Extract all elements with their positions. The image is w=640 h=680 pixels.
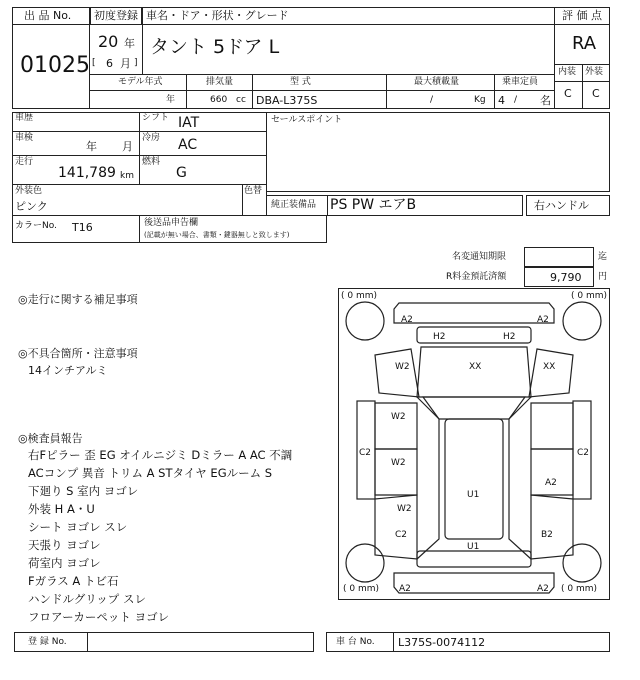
- displacement-unit: cc: [236, 95, 246, 105]
- inspector-line-1: 右Fピラー 歪 EG オイルニジミ Dミラー A AC 不調: [28, 448, 293, 462]
- inspector-line-5: シート ヨゴレ スレ: [28, 520, 128, 534]
- tire-front-left: [346, 302, 384, 340]
- type-label: 型 式: [290, 77, 311, 87]
- inspector-line-4: 外装 H A・U: [28, 502, 95, 516]
- displacement-label: 排気量: [206, 77, 234, 87]
- mark-c2-l: C2: [359, 448, 372, 458]
- month-bracket-close: ]: [134, 58, 138, 68]
- inspector-line-7: 荷室内 ヨゴレ: [28, 556, 101, 570]
- recycle-label: R料金預託済額: [446, 272, 507, 282]
- mileage-label: 走行: [15, 157, 34, 167]
- car-name: タント 5ドア L: [150, 36, 280, 58]
- header-divider-v1: [142, 7, 143, 74]
- mark-u1-rear: U1: [467, 542, 480, 552]
- right-rear-door-panel: [531, 449, 573, 495]
- first-reg-label: 初度登録: [94, 9, 138, 22]
- right-front-door-panel: [531, 403, 573, 449]
- interior-label: 内装: [558, 67, 577, 77]
- spec-divider-top: [90, 74, 554, 75]
- capacity-label: 乗車定員: [502, 77, 539, 87]
- inspection-year: 年: [86, 140, 97, 153]
- score-divider-v: [582, 64, 583, 109]
- chassis-label: 車 台 No.: [336, 637, 375, 647]
- defects-line-1: 14インチアルミ: [28, 364, 108, 377]
- equipment-value: PS PW エアB: [330, 197, 417, 213]
- capacity-unit: 名: [540, 94, 551, 107]
- inspector-line-8: Fガラス A トビ石: [28, 574, 119, 588]
- score-value: RA: [572, 33, 597, 54]
- front-bumper: [394, 303, 554, 323]
- model-year-unit: 年: [166, 95, 176, 105]
- fuel-label: 燃料: [142, 157, 161, 167]
- inspector-line-10: フロアーカーペット ヨゴレ: [28, 610, 170, 624]
- color-no-label: カラーNo.: [15, 221, 57, 231]
- car-label: 車名・ドア・形状・グレード: [146, 9, 289, 22]
- interior-score: C: [564, 87, 572, 100]
- right-body-line: [509, 397, 531, 559]
- mark-w2-fl: W2: [395, 362, 410, 372]
- registration-value-cell: [87, 632, 314, 652]
- chassis-number: L375S-0074112: [398, 636, 486, 649]
- recycle-unit: 円: [598, 272, 608, 282]
- recycle-value: 9,790: [550, 271, 582, 284]
- registration-label: 登 録 No.: [28, 637, 67, 647]
- left-body-line: [417, 397, 439, 559]
- mark-w2-l1: W2: [391, 412, 406, 422]
- exterior-label: 外装: [585, 67, 604, 77]
- mark-u1-roof: U1: [467, 490, 480, 500]
- inspection-month: 月: [122, 140, 133, 153]
- mileage-unit: km: [120, 171, 134, 181]
- score-divider: [554, 7, 555, 109]
- tire-bottom-right-depth: ( 0 mm): [561, 584, 598, 594]
- sales-point-label: セールスポイント: [271, 115, 343, 125]
- mark-w2-l2: W2: [391, 458, 406, 468]
- tire-top-left-depth: ( 0 mm): [341, 291, 378, 301]
- repaint-label: 色替: [244, 186, 263, 196]
- windshield: [423, 397, 525, 419]
- name-change-box: [524, 247, 594, 267]
- color-label: 外装色: [15, 186, 43, 196]
- mark-c2-r: C2: [577, 448, 590, 458]
- car-diagram-frame: [338, 288, 610, 600]
- max-load-unit: Kg: [474, 95, 486, 105]
- equipment-label: 純正装備品: [271, 200, 317, 210]
- aftermarket-note: (記載が無い場合、書類・鍵器無しと致します): [144, 231, 290, 239]
- mileage-value: 141,789: [58, 165, 116, 181]
- mark-b2-rr: B2: [541, 530, 553, 540]
- steering-value: 右ハンドル: [534, 199, 589, 212]
- model-type: DBA-L375S: [256, 94, 318, 107]
- month-value: 6: [106, 57, 113, 70]
- history-label: 車歴: [15, 113, 34, 123]
- ac-label: 冷房: [142, 133, 161, 143]
- mark-w2-rl: W2: [397, 504, 412, 514]
- mark-a2-br: A2: [537, 584, 549, 594]
- capacity-value: 4: [498, 94, 505, 107]
- color-no-value: T16: [72, 221, 93, 234]
- year-unit: 年: [124, 37, 135, 50]
- mark-xx-fr: XX: [543, 362, 556, 372]
- rear-right-quarter: [531, 495, 573, 559]
- month-bracket-open: [: [92, 58, 96, 68]
- mark-a2-fl: A2: [401, 315, 413, 325]
- left-front-door-panel: [375, 403, 417, 449]
- inspector-line-9: ハンドルグリップ スレ: [28, 592, 146, 606]
- lot-no-label: 出 品 No.: [24, 9, 72, 22]
- name-change-label: 名変通知期限: [452, 252, 507, 262]
- tire-bottom-left-depth: ( 0 mm): [343, 584, 380, 594]
- fuel-value: G: [176, 165, 187, 181]
- tire-front-right: [563, 302, 601, 340]
- spec-v1: [186, 74, 187, 109]
- score-label: 評 価 点: [562, 9, 602, 22]
- mark-h2-r: H2: [503, 332, 516, 342]
- left-rear-door-panel: [375, 449, 417, 495]
- rear-bumper: [394, 573, 554, 593]
- inspector-label: ◎検査員報告: [18, 432, 83, 445]
- exterior-score: C: [592, 87, 600, 100]
- shift-value: IAT: [178, 115, 200, 131]
- front-right-fender: [529, 349, 573, 397]
- mark-a2-r: A2: [545, 478, 557, 488]
- score-divider-h: [554, 24, 610, 25]
- inspector-line-6: 天張り ヨゴレ: [28, 538, 101, 552]
- max-load-label: 最大積載量: [414, 77, 460, 87]
- driving-remarks-label: ◎走行に関する補足事項: [18, 293, 138, 306]
- inspection-label: 車検: [15, 133, 34, 143]
- month-unit: 月: [120, 57, 131, 70]
- car-diagram-svg: [339, 289, 609, 599]
- tire-rear-right: [563, 544, 601, 582]
- defects-label: ◎不具合箇所・注意事項: [18, 347, 138, 360]
- inspector-line-3: 下廻り S 室内 ヨゴレ: [28, 484, 139, 498]
- lot-number: 01025: [20, 53, 90, 78]
- inspector-line-2: ACコンプ 異音 トリム A STタイヤ EGルーム S: [28, 466, 273, 480]
- name-change-unit: 迄: [598, 252, 608, 262]
- mark-c2-rl: C2: [395, 530, 408, 540]
- spec-v2: [252, 74, 253, 109]
- capacity-slash: /: [514, 95, 518, 105]
- spec-v4: [494, 74, 495, 109]
- mark-xx-hood: XX: [469, 362, 482, 372]
- max-load-slash: /: [430, 95, 434, 105]
- mark-h2-l: H2: [433, 332, 446, 342]
- aftermarket-label: 後送品申告欄: [144, 218, 199, 228]
- tire-top-right-depth: ( 0 mm): [571, 291, 608, 301]
- mark-a2-bl: A2: [399, 584, 411, 594]
- model-year-label: モデル年式: [118, 77, 163, 87]
- front-left-fender: [375, 349, 419, 397]
- hood: [417, 347, 531, 397]
- shift-label: シフト: [142, 113, 170, 123]
- rear-gate: [417, 551, 531, 567]
- year-value: 20: [98, 32, 119, 51]
- roof: [445, 419, 503, 539]
- mark-a2-fr: A2: [537, 315, 549, 325]
- score-divider-h3: [554, 81, 610, 82]
- header-divider-top: [90, 24, 554, 25]
- color-value: ピンク: [15, 200, 48, 213]
- tire-rear-left: [346, 544, 384, 582]
- displacement-value: 660: [210, 95, 228, 105]
- spec-v3: [386, 74, 387, 109]
- spec-divider-mid: [90, 90, 554, 91]
- ac-value: AC: [178, 137, 198, 153]
